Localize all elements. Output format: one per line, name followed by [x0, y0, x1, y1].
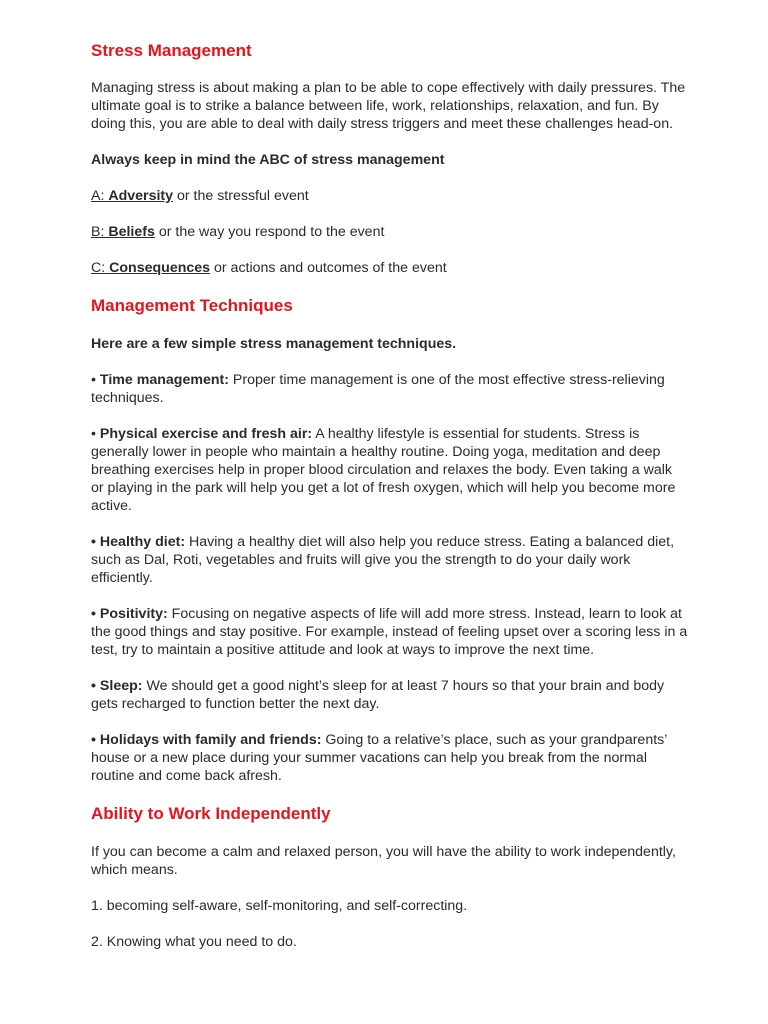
- technique-item-physical-exercise: [91, 425, 688, 515]
- abc-rest-c: or actions and outcomes of the event: [210, 260, 447, 276]
- technique-item-holidays: [91, 731, 688, 785]
- abc-heading: Always keep in mind the ABC of stress management: [91, 152, 445, 168]
- technique-term: Healthy diet:: [99, 534, 186, 550]
- abc-prefix-a: A:: [91, 188, 109, 204]
- technique-text: A healthy lifestyle is essential for students. Stress is generally lower in people who maintain a healthy routine. Doing yoga, meditation and deep breathing exercises help in proper blood circulation and relaxes the body. Even taking a walk or playing in the park will help you get a lot of fresh oxygen, which will help you become more active.: [91, 426, 676, 514]
- technique-item-healthy-diet: [91, 533, 688, 587]
- technique-term: Sleep:: [99, 678, 143, 694]
- abc-item-b: [91, 223, 688, 241]
- technique-text: Going to a relative’s place, such as your grandparents’ house or a new place during your summer vacations can help you break from the normal routine and come back afresh.: [91, 732, 667, 784]
- technique-text: We should get a good night’s sleep for at least 7 hours so that your brain and body gets recharged to function better the next day.: [91, 678, 665, 712]
- independent-item-2: 2. Knowing what you need to do.: [91, 934, 297, 950]
- abc-prefix-b: B:: [91, 224, 109, 240]
- abc-rest-a: or the stressful event: [173, 188, 309, 204]
- bullet: •: [91, 534, 100, 550]
- technique-term: Holidays with family and friends:: [99, 732, 322, 748]
- abc-term-adversity: Adversity: [108, 188, 174, 204]
- abc-item-c: [91, 259, 688, 277]
- stress-intro-paragraph: Managing stress is about making a plan to be able to cope effectively with daily pressures. The ultimate goal is to strike a balance between life, work, relationships, relaxation, and fun. By doing this, you are able to deal with daily stress triggers and meet these challenges head-on.: [91, 80, 686, 132]
- technique-term: Time management:: [99, 372, 229, 388]
- abc-rest-b: or the way you respond to the event: [154, 224, 385, 240]
- technique-term: Positivity:: [99, 606, 168, 622]
- techniques-intro: Here are a few simple stress management techniques.: [91, 336, 457, 352]
- abc-term-consequences: Consequences: [109, 260, 211, 276]
- section-title-management-techniques: Management Techniques: [91, 296, 293, 315]
- bullet: •: [91, 732, 100, 748]
- technique-text: Proper time management is one of the most effective stress-relieving techniques.: [91, 372, 665, 406]
- abc-item-a: [91, 187, 688, 205]
- independent-item-1: 1. becoming self-aware, self-monitoring, and self-correcting.: [91, 898, 468, 914]
- bullet: •: [91, 372, 100, 388]
- abc-term-beliefs: Beliefs: [108, 224, 155, 240]
- section-title-stress-management: Stress Management: [91, 41, 252, 60]
- bullet: •: [91, 606, 100, 622]
- technique-text: Focusing on negative aspects of life will add more stress. Instead, learn to look at the good things and stay positive. For example, instead of feeling upset over a scoring less in a test, try to maintain a positive attitude and look at ways to improve the next time.: [91, 606, 688, 658]
- bullet: •: [91, 426, 100, 442]
- independent-intro: If you can become a calm and relaxed person, you will have the ability to work independently, which means.: [91, 844, 676, 878]
- abc-prefix-c: C:: [91, 260, 110, 276]
- technique-text: Having a healthy diet will also help you reduce stress. Eating a balanced diet, such as Dal, Roti, vegetables and fruits will give you the strength to do your daily work efficiently.: [91, 534, 675, 586]
- bullet: •: [91, 678, 100, 694]
- technique-item-positivity: [91, 605, 688, 659]
- technique-item-sleep: [91, 677, 688, 713]
- section-title-work-independently: Ability to Work Independently: [91, 804, 331, 823]
- technique-item-time-management: [91, 371, 688, 407]
- technique-term: Physical exercise and fresh air:: [99, 426, 313, 442]
